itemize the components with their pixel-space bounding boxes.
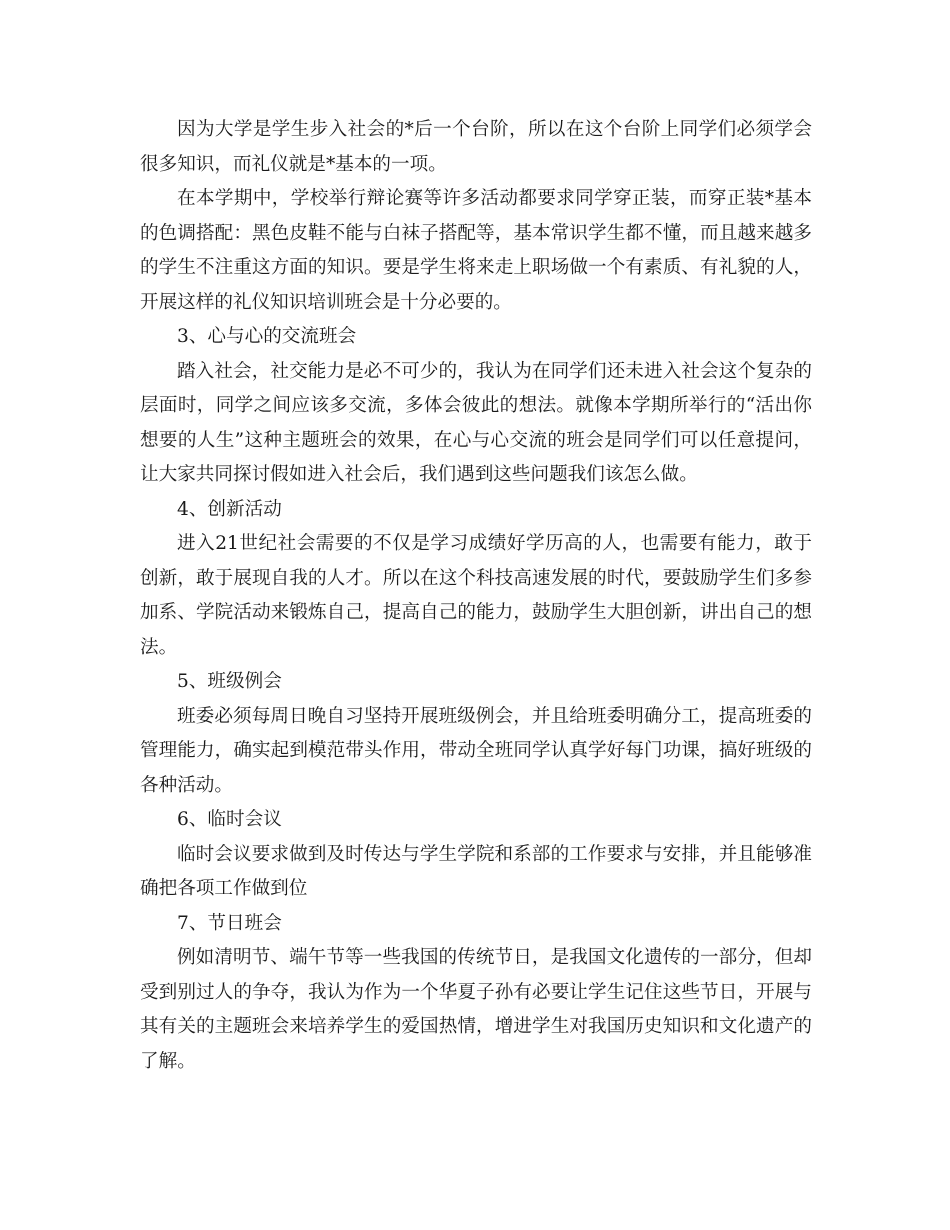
paragraph-festival-meeting: 例如清明节、端午节等一些我国的传统节日，是我国文化遗传的一部分，但却受到别过人的争夺，我认为作为一个华夏子孙有必要让学生记住这些节日，开展与其有关的主题班会来培养学生的爱国热情，增进学生对我国历史知识和文化遗产的了解。 — [140, 947, 812, 1072]
paragraph-temporary-meeting: 临时会议要求做到及时传达与学生学院和系部的工作要求与安排，并且能够准确把各项工作做到位 — [140, 843, 812, 899]
section-heading-innovation: 4、创新活动 — [177, 498, 282, 520]
document-body — [140, 113, 812, 1079]
section-heading-class-meeting: 5、班级例会 — [177, 671, 282, 692]
section-heading-temporary-meeting: 6、临时会议 — [177, 809, 282, 830]
section-heading-heart-exchange: 3、心与心的交流班会 — [177, 326, 357, 347]
paragraph-formal-dress: 在本学期中，学校举行辩论赛等许多活动都要求同学穿正装，而穿正装*基本的色调搭配：黑色皮鞋不能与白袜子搭配等，基本常识学生都不懂，而且越来越多的学生不注重这方面的知识。要是学生将来走上职场做一个有素质、有礼貌的人，开展这样的礼仪知识培训班会是十分必要的。 — [140, 188, 812, 313]
paragraph-class-meeting: 班委必须每周日晚自习坚持开展班级例会，并且给班委明确分工，提高班委的管理能力，确实起到模范带头作用，带动全班同学认真学好每门功课，搞好班级的各种活动。 — [140, 705, 812, 796]
paragraph-etiquette-intro: 因为大学是学生步入社会的*后一个台阶，所以在这个台阶上同学们必须学会很多知识，而礼仪就是*基本的一项。 — [140, 119, 812, 175]
paragraph-heart-exchange: 踏入社会，社交能力是必不可少的，我认为在同学们还未进入社会这个复杂的层面时，同学之间应该多交流，多体会彼此的想法。就像本学期所举行的“活出你想要的人生”这种主题班会的效果，在心与心交流的班会是同学们可以任意提问，让大家共同探讨假如进入社会后，我们遇到这些问题我们该怎么做。 — [140, 360, 812, 485]
paragraph-innovation: 进入21世纪社会需要的不仅是学习成绩好学历高的人，也需要有能力，敢于创新，敢于展现自我的人才。所以在这个科技高速发展的时代，要鼓励学生们多参加系、学院活动来锻炼自己，提高自己的能力，鼓励学生大胆创新，讲出自己的想法。 — [140, 533, 812, 658]
section-heading-festival-meeting: 7、节日班会 — [177, 912, 282, 934]
